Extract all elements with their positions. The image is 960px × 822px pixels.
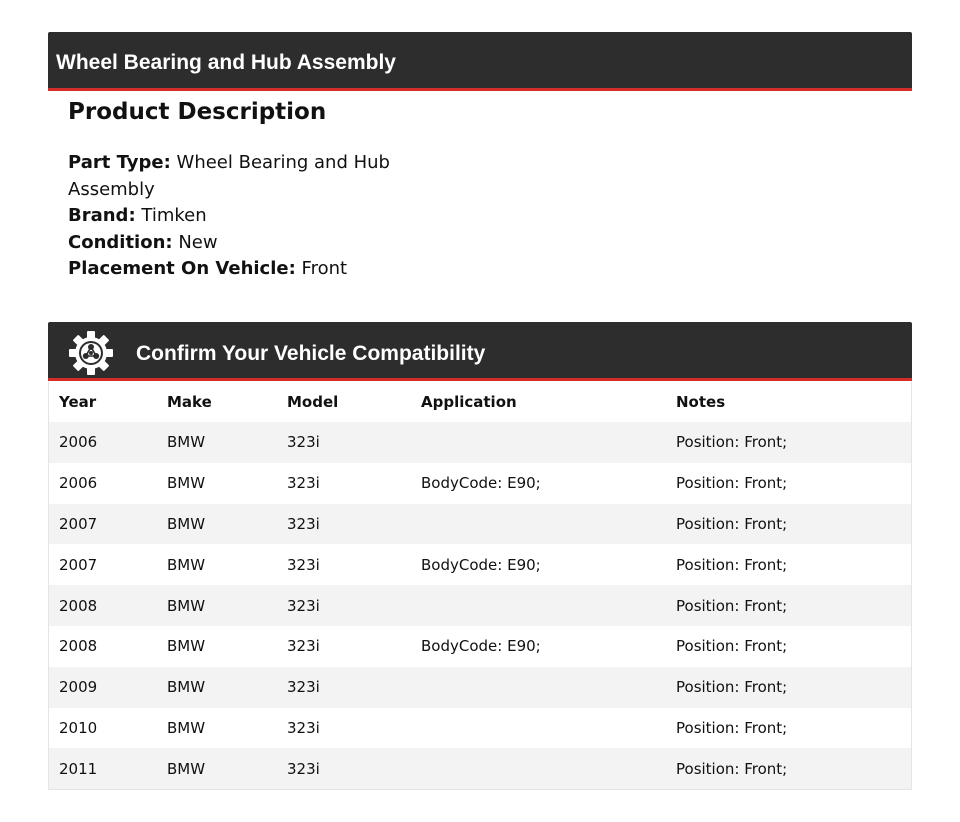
cell-notes: Position: Front; [666,463,911,504]
cell-notes: Position: Front; [666,708,911,749]
column-header-notes: Notes [666,381,911,422]
compatibility-header [48,322,912,381]
cell-model: 323i [277,667,411,708]
cell-year: 2006 [49,463,157,504]
cell-notes: Position: Front; [666,667,911,708]
field-part-type [68,150,408,203]
cell-model: 323i [277,708,411,749]
cell-make: BMW [157,667,277,708]
cell-model: 323i [277,585,411,626]
table-row [49,463,911,504]
cell-application: BodyCode: E90; [411,544,666,585]
column-header-model: Model [277,381,411,422]
cell-year: 2006 [49,422,157,463]
cell-make: BMW [157,708,277,749]
cell-year: 2009 [49,667,157,708]
cell-make: BMW [157,422,277,463]
cell-application: BodyCode: E90; [411,626,666,667]
field-label: Part Type: [68,152,171,173]
column-header-year: Year [49,381,157,422]
product-description [68,96,408,283]
table-header-row [49,381,911,422]
cell-application [411,748,666,789]
table-row [49,667,911,708]
field-label: Placement On Vehicle: [68,258,296,279]
cell-notes: Position: Front; [666,504,911,545]
table-row [49,504,911,545]
cell-year: 2007 [49,544,157,585]
cell-application [411,667,666,708]
table-row [49,708,911,749]
description-list [68,150,408,283]
field-value: Timken [141,205,207,226]
cell-notes: Position: Front; [666,626,911,667]
column-header-make: Make [157,381,277,422]
cell-year: 2008 [49,585,157,626]
cell-make: BMW [157,463,277,504]
field-label: Brand: [68,205,136,226]
description-heading: Product Description [68,99,327,125]
cell-year: 2011 [49,748,157,789]
cell-make: BMW [157,585,277,626]
compatibility-title: Confirm Your Vehicle Compatibility [136,342,486,365]
cell-notes: Position: Front; [666,544,911,585]
cell-application [411,422,666,463]
cell-model: 323i [277,626,411,667]
cell-notes: Position: Front; [666,585,911,626]
cell-model: 323i [277,422,411,463]
cell-model: 323i [277,504,411,545]
cell-application: BodyCode: E90; [411,463,666,504]
cell-make: BMW [157,544,277,585]
table-row [49,748,911,789]
cell-application [411,708,666,749]
cell-year: 2007 [49,504,157,545]
field-value: Wheel Bearing and Hub Assembly [68,152,390,200]
cell-year: 2010 [49,708,157,749]
table-row [49,544,911,585]
product-title: Wheel Bearing and Hub Assembly [56,51,396,74]
table-row [49,626,911,667]
table-row [49,422,911,463]
cell-model: 323i [277,544,411,585]
gear-icon [68,330,114,376]
cell-model: 323i [277,463,411,504]
field-value: New [178,231,218,253]
cell-application [411,504,666,545]
field-label: Condition: [68,231,173,253]
compatibility-table-container [48,381,912,790]
cell-notes: Position: Front; [666,422,911,463]
column-header-application: Application [411,381,666,422]
product-title-header [48,32,912,91]
field-placement [68,256,408,283]
cell-year: 2008 [49,626,157,667]
field-brand [68,203,408,230]
cell-notes: Position: Front; [666,748,911,789]
field-value: Front [301,258,348,279]
table-row [49,585,911,626]
field-condition [68,230,408,257]
cell-application [411,585,666,626]
cell-make: BMW [157,504,277,545]
cell-make: BMW [157,626,277,667]
cell-model: 323i [277,748,411,789]
cell-make: BMW [157,748,277,789]
compatibility-table [49,381,911,789]
